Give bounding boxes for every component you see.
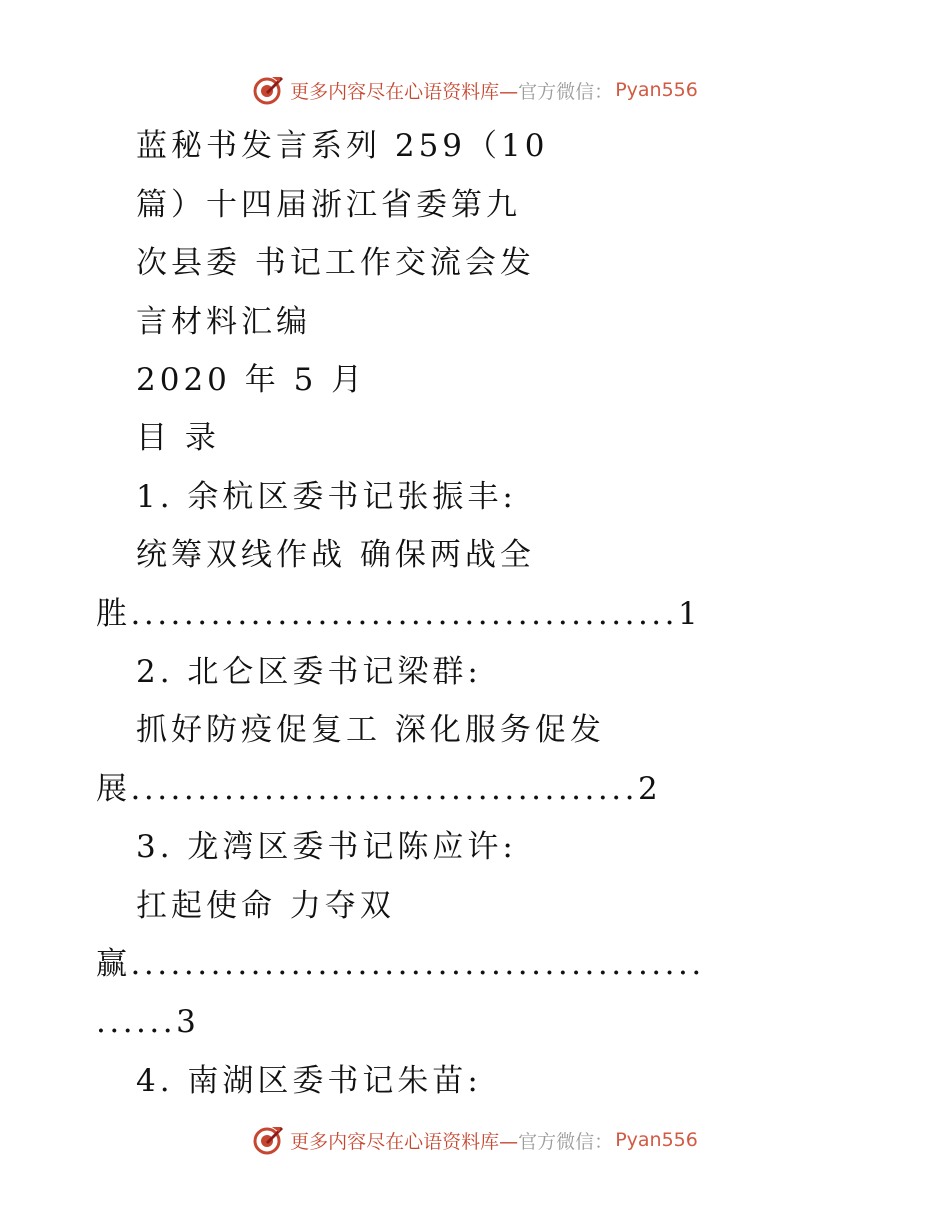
toc-entry-3-title[interactable]: 扛起使命 力夺双	[136, 888, 395, 924]
doc-date: 2020 年 5 月	[136, 362, 367, 398]
banner-text: 更多内容尽在心语资料库—	[290, 80, 519, 103]
toc-entry-1-leader[interactable]: 胜.........................................1	[96, 596, 702, 632]
banner-text: 更多内容尽在心语资料库—	[290, 1130, 519, 1153]
banner-wechat-label: 官方微信：	[518, 80, 614, 103]
toc-entry-2-speaker[interactable]: 2. 北仑区委书记梁群:	[136, 654, 482, 690]
doc-title-line-2: 篇）十四届浙江省委第九	[136, 187, 521, 223]
toc-entry-2-title[interactable]: 抓好防疫促复工 深化服务促发	[136, 712, 605, 748]
toc-entry-3-leader-cont[interactable]: ......3	[96, 1004, 200, 1040]
toc-entry-2-leader[interactable]: 展......................................2	[96, 771, 662, 807]
banner-wechat-label: 官方微信：	[518, 1130, 614, 1153]
doc-title-line-3: 次县委 书记工作交流会发	[136, 245, 535, 281]
quill-logo-icon	[252, 74, 284, 106]
toc-entry-1-speaker[interactable]: 1. 余杭区委书记张振丰:	[136, 479, 517, 515]
doc-title-line-4: 言材料汇编	[136, 304, 311, 340]
quill-logo-icon	[252, 1124, 284, 1156]
banner-wechat-id: Pyan556	[615, 1129, 698, 1151]
doc-title-line-1: 蓝秘书发言系列 259（10	[136, 128, 549, 164]
toc-entry-1-title[interactable]: 统筹双线作战 确保两战全	[136, 537, 535, 573]
toc-heading: 目 录	[136, 420, 220, 456]
watermark-banner-bottom	[0, 1120, 950, 1160]
watermark-banner-top	[0, 70, 950, 110]
banner-wechat-id: Pyan556	[615, 79, 698, 101]
toc-entry-3-speaker[interactable]: 3. 龙湾区委书记陈应许:	[136, 829, 517, 865]
toc-entry-3-leader[interactable]: 赢...........................................	[96, 946, 705, 982]
toc-entry-4-speaker[interactable]: 4. 南湖区委书记朱苗:	[136, 1063, 482, 1099]
